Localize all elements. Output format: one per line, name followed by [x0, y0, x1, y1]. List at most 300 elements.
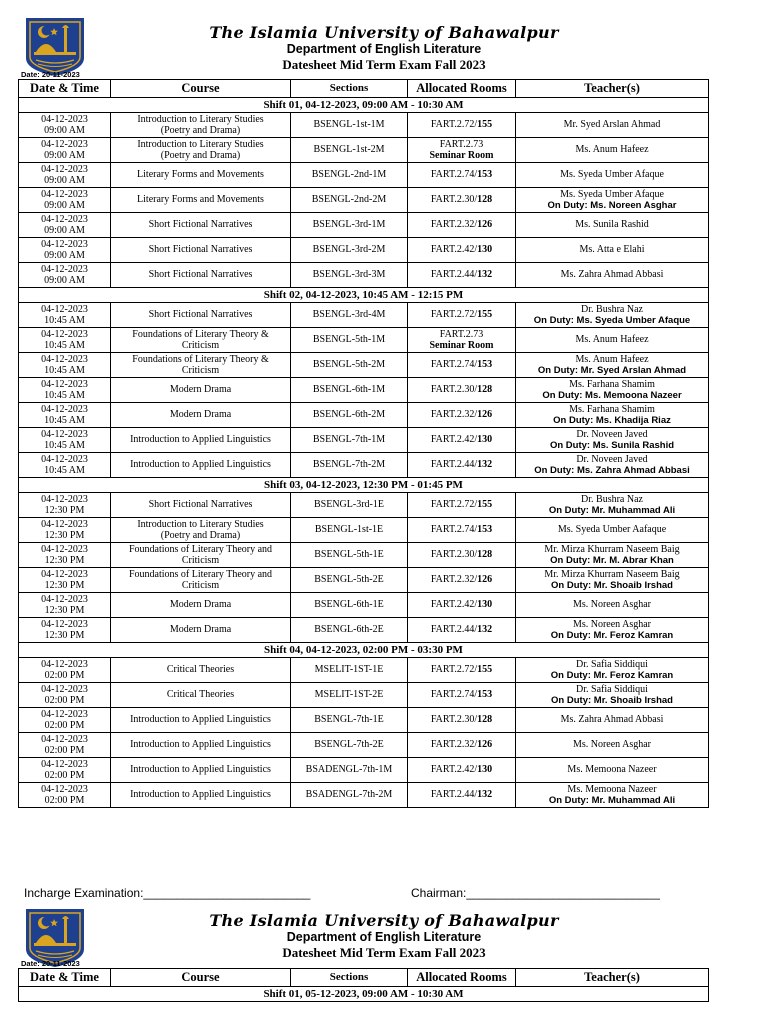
room-code: FART.2.30/ [430, 549, 478, 561]
course-name: Introduction to Applied Linguistics [130, 434, 271, 446]
on-duty-name: On Duty: Mr. Feroz Kamran [550, 630, 674, 641]
teacher-name: Ms. Anum Hafeez [575, 144, 649, 156]
table-row [19, 493, 709, 518]
room-cell [408, 353, 516, 378]
room-code: FART.2.44/ [430, 624, 478, 636]
room-code: FART.2.73 [439, 138, 484, 150]
teacher-name: Ms. Noreen Asghar [572, 739, 652, 751]
exam-time: 09:00 AM [44, 175, 85, 186]
room-code: FART.2.30/ [430, 194, 478, 206]
teacher-name: Ms. Anum Hafeez [575, 334, 649, 346]
date-time-cell [19, 213, 111, 238]
room-line [410, 549, 513, 561]
teacher-name: Ms. Atta e Elahi [579, 244, 645, 256]
exam-time: 10:45 AM [44, 315, 85, 326]
room-number: 126 [477, 409, 493, 421]
room-number: 128 [477, 714, 493, 726]
teacher-name: Mr. Mirza Khurram Naseem Baig [544, 568, 680, 580]
table-row [19, 618, 709, 643]
date-time-cell [19, 493, 111, 518]
course-cell [111, 403, 291, 428]
section-cell: BSENGL-5th-1E [291, 543, 408, 568]
section-cell: BSENGL-3rd-2M [291, 238, 408, 263]
date-time-cell [19, 568, 111, 593]
teacher-cell [516, 238, 709, 263]
date-time-cell [19, 353, 111, 378]
datesheet-table [18, 79, 709, 808]
university-name: The Islamia University of Bahawalpur [209, 911, 559, 930]
room-cell [408, 403, 516, 428]
course-name-line2: (Poetry and Drama) [160, 530, 241, 541]
room-code: FART.2.72/ [430, 499, 478, 511]
table-row [19, 163, 709, 188]
room-cell [408, 568, 516, 593]
course-name: Short Fictional Narratives [148, 309, 253, 321]
course-name: Foundations of Literary Theory and [128, 543, 273, 555]
teacher-cell [516, 213, 709, 238]
room-cell [408, 493, 516, 518]
room-line [410, 689, 513, 701]
table-row [19, 138, 709, 163]
table-row [19, 188, 709, 213]
room-line [410, 714, 513, 726]
teacher-name: Dr. Bushra Naz [581, 303, 643, 315]
exam-date: 04-12-2023 [41, 518, 88, 530]
room-cell [408, 328, 516, 353]
date-time-cell [19, 758, 111, 783]
course-name: Introduction to Applied Linguistics [130, 739, 271, 751]
exam-time: 02:00 PM [44, 720, 85, 731]
exam-date: 04-12-2023 [41, 328, 88, 340]
room-cell [408, 138, 516, 163]
exam-date: 04-12-2023 [41, 238, 88, 250]
course-cell [111, 428, 291, 453]
course-name: Short Fictional Narratives [148, 219, 253, 231]
room-code: FART.2.30/ [430, 384, 478, 396]
room-cell [408, 238, 516, 263]
course-name: Modern Drama [169, 384, 232, 396]
room-name: Seminar Room [429, 150, 494, 161]
room-number: 132 [477, 459, 493, 471]
teacher-cell [516, 618, 709, 643]
teacher-cell [516, 403, 709, 428]
table-row [19, 593, 709, 618]
teacher-cell [516, 518, 709, 543]
room-line [410, 169, 513, 181]
section-cell: BSENGL-1st-1M [291, 113, 408, 138]
room-number: 126 [477, 739, 493, 751]
room-code: FART.2.72/ [430, 119, 478, 131]
date-time-cell [19, 733, 111, 758]
room-number: 155 [477, 664, 493, 676]
table-row [19, 708, 709, 733]
exam-time: 10:45 AM [44, 415, 85, 426]
teacher-cell [516, 568, 709, 593]
exam-date: 04-12-2023 [41, 378, 88, 390]
exam-time: 09:00 AM [44, 200, 85, 211]
course-name: Literary Forms and Movements [137, 194, 264, 206]
table-header-row [19, 80, 709, 98]
column-header: Sections [291, 969, 408, 987]
room-number: 132 [477, 269, 493, 281]
course-name: Critical Theories [166, 689, 235, 701]
section-cell: MSELIT-1ST-2E [291, 683, 408, 708]
course-cell [111, 163, 291, 188]
room-cell [408, 263, 516, 288]
teacher-name: Ms. Sunila Rashid [575, 219, 649, 231]
table-row [19, 263, 709, 288]
shift-header-row [19, 98, 709, 113]
room-code: FART.2.74/ [430, 169, 478, 181]
on-duty-name: On Duty: Mr. Syed Arslan Ahmad [537, 365, 687, 376]
exam-time: 02:00 PM [44, 670, 85, 681]
university-name: The Islamia University of Bahawalpur [209, 23, 559, 42]
teacher-cell [516, 328, 709, 353]
teacher-cell [516, 593, 709, 618]
room-number: 153 [477, 359, 493, 371]
date-time-cell [19, 428, 111, 453]
exam-date: 04-12-2023 [41, 658, 88, 670]
exam-time: 12:30 PM [44, 505, 85, 516]
teacher-cell [516, 378, 709, 403]
column-header: Date & Time [19, 80, 111, 98]
exam-time: 02:00 PM [44, 695, 85, 706]
course-cell [111, 658, 291, 683]
room-code: FART.2.42/ [430, 434, 478, 446]
exam-date: 04-12-2023 [41, 138, 88, 150]
room-line [410, 789, 513, 801]
course-cell [111, 113, 291, 138]
column-header: Teacher(s) [516, 80, 709, 98]
room-number: 128 [477, 384, 493, 396]
teacher-cell [516, 783, 709, 808]
room-line [410, 219, 513, 231]
on-duty-name: On Duty: Ms. Noreen Asghar [547, 200, 677, 211]
course-name: Introduction to Applied Linguistics [130, 459, 271, 471]
section-cell: BSENGL-6th-1E [291, 593, 408, 618]
date-time-cell [19, 303, 111, 328]
section-cell: BSENGL-7th-1E [291, 708, 408, 733]
course-name: Introduction to Literary Studies [137, 518, 264, 530]
exam-date: 04-12-2023 [41, 213, 88, 225]
exam-time: 10:45 AM [44, 465, 85, 476]
exam-time: 09:00 AM [44, 250, 85, 261]
course-name-line2: (Poetry and Drama) [160, 125, 241, 136]
on-duty-name: On Duty: Ms. Memoona Nazeer [542, 390, 682, 401]
room-line [410, 764, 513, 776]
section-cell: BSENGL-5th-2M [291, 353, 408, 378]
room-code: FART.2.32/ [430, 739, 478, 751]
section-cell: BSENGL-6th-2E [291, 618, 408, 643]
course-name-line2: Criticism [181, 555, 220, 566]
column-header: Allocated Rooms [408, 969, 516, 987]
exam-date: 04-12-2023 [41, 188, 88, 200]
date-time-cell [19, 518, 111, 543]
teacher-cell [516, 708, 709, 733]
course-cell [111, 138, 291, 163]
course-cell [111, 683, 291, 708]
course-cell [111, 518, 291, 543]
room-number: 130 [477, 434, 493, 446]
room-number: 128 [477, 549, 493, 561]
shift-header-row [19, 987, 709, 1002]
section-cell: BSENGL-5th-1M [291, 328, 408, 353]
table-header-row [19, 969, 709, 987]
exam-time: 10:45 AM [44, 390, 85, 401]
section-cell: BSENGL-7th-2M [291, 453, 408, 478]
room-code: FART.2.30/ [430, 714, 478, 726]
course-cell [111, 618, 291, 643]
teacher-cell [516, 353, 709, 378]
teacher-cell [516, 138, 709, 163]
table-row [19, 453, 709, 478]
on-duty-name: On Duty: Mr. Muhammad Ali [548, 505, 676, 516]
teacher-cell [516, 758, 709, 783]
column-header: Allocated Rooms [408, 80, 516, 98]
on-duty-name: On Duty: Mr. Feroz Kamran [550, 670, 674, 681]
table-row [19, 543, 709, 568]
column-header: Sections [291, 80, 408, 98]
exam-date: 04-12-2023 [41, 568, 88, 580]
room-code: FART.2.42/ [430, 764, 478, 776]
table-row [19, 758, 709, 783]
course-cell [111, 303, 291, 328]
exam-date: 04-12-2023 [41, 353, 88, 365]
room-cell [408, 783, 516, 808]
datesheet-table-2 [18, 968, 709, 1002]
teacher-name: Ms. Noreen Asghar [572, 599, 652, 611]
table-row [19, 568, 709, 593]
teacher-name: Ms. Noreen Asghar [572, 618, 652, 630]
table-row [19, 303, 709, 328]
exam-time: 09:00 AM [44, 225, 85, 236]
exam-date: 04-12-2023 [41, 428, 88, 440]
room-cell [408, 708, 516, 733]
course-name-line2: (Poetry and Drama) [160, 150, 241, 161]
date-time-cell [19, 188, 111, 213]
teacher-name: Ms. Syeda Umber Afaque [560, 188, 664, 200]
exam-date: 04-12-2023 [41, 733, 88, 745]
section-cell: BSADENGL-7th-2M [291, 783, 408, 808]
room-line [410, 269, 513, 281]
exam-date: 04-12-2023 [41, 453, 88, 465]
on-duty-name: On Duty: Mr. Muhammad Ali [548, 795, 676, 806]
room-cell [408, 113, 516, 138]
exam-date: 04-12-2023 [41, 708, 88, 720]
course-cell [111, 493, 291, 518]
exam-time: 12:30 PM [44, 555, 85, 566]
exam-date: 04-12-2023 [41, 593, 88, 605]
section-cell: BSADENGL-7th-1M [291, 758, 408, 783]
course-name: Introduction to Applied Linguistics [130, 789, 271, 801]
exam-date: 04-12-2023 [41, 758, 88, 770]
column-header: Course [111, 80, 291, 98]
section-cell: BSENGL-3rd-4M [291, 303, 408, 328]
course-cell [111, 188, 291, 213]
date-time-cell [19, 403, 111, 428]
exam-time: 02:00 PM [44, 745, 85, 756]
exam-date: 04-12-2023 [41, 618, 88, 630]
date-time-cell [19, 708, 111, 733]
room-cell [408, 733, 516, 758]
shift-title: Shift 02, 04-12-2023, 10:45 AM - 12:15 PM [19, 288, 709, 303]
course-name: Modern Drama [169, 409, 232, 421]
datesheet-title: Datesheet Mid Term Exam Fall 2023 [282, 945, 486, 960]
course-name: Foundations of Literary Theory & [132, 328, 269, 340]
teacher-cell [516, 733, 709, 758]
exam-date: 04-12-2023 [41, 683, 88, 695]
room-code: FART.2.42/ [430, 244, 478, 256]
date-time-cell [19, 163, 111, 188]
course-name-line2: Criticism [181, 365, 220, 376]
room-line [410, 434, 513, 446]
date-time-cell [19, 618, 111, 643]
room-cell [408, 543, 516, 568]
section-cell: BSENGL-2nd-1M [291, 163, 408, 188]
teacher-name: Ms. Farhana Shamim [569, 378, 655, 390]
room-code: FART.2.74/ [430, 359, 478, 371]
date-time-cell [19, 453, 111, 478]
table-row [19, 328, 709, 353]
course-name: Introduction to Applied Linguistics [130, 714, 271, 726]
table-row [19, 428, 709, 453]
column-header: Date & Time [19, 969, 111, 987]
date-time-cell [19, 263, 111, 288]
date-time-cell [19, 238, 111, 263]
room-number: 153 [477, 524, 493, 536]
room-number: 130 [477, 599, 493, 611]
room-number: 132 [477, 624, 493, 636]
exam-date: 04-12-2023 [41, 263, 88, 275]
room-line [410, 599, 513, 611]
course-cell [111, 758, 291, 783]
on-duty-name: On Duty: Mr. Shoaib Irshad [551, 695, 673, 706]
table-row [19, 378, 709, 403]
room-cell [408, 428, 516, 453]
table-row [19, 113, 709, 138]
teacher-name: Dr. Safia Siddiqui [576, 683, 648, 695]
course-name: Short Fictional Narratives [148, 269, 253, 281]
on-duty-name: On Duty: Mr. M. Abrar Khan [550, 555, 674, 566]
room-line [410, 244, 513, 256]
exam-date: 04-12-2023 [41, 163, 88, 175]
course-name: Modern Drama [169, 624, 232, 636]
room-line [410, 384, 513, 396]
room-cell [408, 378, 516, 403]
teacher-cell [516, 453, 709, 478]
room-line [410, 499, 513, 511]
teacher-cell [516, 163, 709, 188]
course-cell [111, 453, 291, 478]
room-line [410, 409, 513, 421]
on-duty-name: On Duty: Ms. Sunila Rashid [549, 440, 675, 451]
course-cell [111, 733, 291, 758]
teacher-name: Dr. Noveen Javed [576, 428, 648, 440]
room-number: 128 [477, 194, 493, 206]
section-cell: BSENGL-2nd-2M [291, 188, 408, 213]
exam-date: 04-12-2023 [41, 113, 88, 125]
section-cell: BSENGL-3rd-3M [291, 263, 408, 288]
teacher-name: Dr. Noveen Javed [576, 453, 648, 465]
course-cell [111, 328, 291, 353]
course-name: Foundations of Literary Theory and [128, 568, 273, 580]
table-row [19, 783, 709, 808]
teacher-cell [516, 658, 709, 683]
room-code: FART.2.32/ [430, 574, 478, 586]
shift-header-row [19, 643, 709, 658]
exam-time: 12:30 PM [44, 530, 85, 541]
exam-date: 04-12-2023 [41, 543, 88, 555]
section-cell: BSENGL-7th-1M [291, 428, 408, 453]
section-cell: BSENGL-1st-1E [291, 518, 408, 543]
course-name: Modern Drama [169, 599, 232, 611]
course-cell [111, 543, 291, 568]
exam-time: 02:00 PM [44, 770, 85, 781]
room-code: FART.2.32/ [430, 409, 478, 421]
section-cell: BSENGL-5th-2E [291, 568, 408, 593]
exam-date: 04-12-2023 [41, 493, 88, 505]
room-number: 153 [477, 689, 493, 701]
room-line [410, 624, 513, 636]
room-code: FART.2.44/ [430, 459, 478, 471]
date-time-cell [19, 543, 111, 568]
course-cell [111, 378, 291, 403]
teacher-name: Ms. Zahra Ahmad Abbasi [560, 714, 664, 726]
teacher-cell [516, 428, 709, 453]
section-cell: BSENGL-3rd-1M [291, 213, 408, 238]
room-number: 155 [477, 119, 493, 131]
on-duty-name: On Duty: Mr. Shoaib Irshad [551, 580, 673, 591]
department-name: Department of English Literature [286, 930, 482, 944]
room-cell [408, 453, 516, 478]
exam-time: 10:45 AM [44, 365, 85, 376]
room-number: 126 [477, 574, 493, 586]
exam-time: 12:30 PM [44, 630, 85, 641]
date-time-cell [19, 683, 111, 708]
teacher-cell [516, 113, 709, 138]
room-code: FART.2.72/ [430, 664, 478, 676]
room-code: FART.2.44/ [430, 789, 478, 801]
exam-time: 09:00 AM [44, 150, 85, 161]
teacher-name: Ms. Memoona Nazeer [567, 783, 657, 795]
teacher-cell [516, 683, 709, 708]
shift-title: Shift 04, 04-12-2023, 02:00 PM - 03:30 PM [19, 643, 709, 658]
room-code: FART.2.74/ [430, 524, 478, 536]
course-name: Short Fictional Narratives [148, 499, 253, 511]
course-name: Short Fictional Narratives [148, 244, 253, 256]
teacher-cell [516, 303, 709, 328]
section-cell: BSENGL-6th-2M [291, 403, 408, 428]
course-name: Introduction to Applied Linguistics [130, 764, 271, 776]
course-cell [111, 238, 291, 263]
room-line [410, 359, 513, 371]
datesheet-title: Datesheet Mid Term Exam Fall 2023 [282, 57, 486, 72]
room-code: FART.2.72/ [430, 309, 478, 321]
on-duty-name: On Duty: Ms. Khadija Riaz [553, 415, 671, 426]
on-duty-name: On Duty: Ms. Syeda Umber Afaque [533, 315, 691, 326]
teacher-cell [516, 493, 709, 518]
course-cell [111, 213, 291, 238]
room-line [410, 459, 513, 471]
section-cell: BSENGL-1st-2M [291, 138, 408, 163]
course-cell [111, 783, 291, 808]
section-cell: BSENGL-7th-2E [291, 733, 408, 758]
teacher-name: Mr. Mirza Khurram Naseem Baig [544, 543, 680, 555]
teacher-name: Mr. Syed Arslan Ahmad [563, 119, 661, 131]
room-line [410, 329, 513, 341]
teacher-name: Ms. Syeda Umber Aafaque [557, 524, 667, 536]
exam-date: 04-12-2023 [41, 783, 88, 795]
